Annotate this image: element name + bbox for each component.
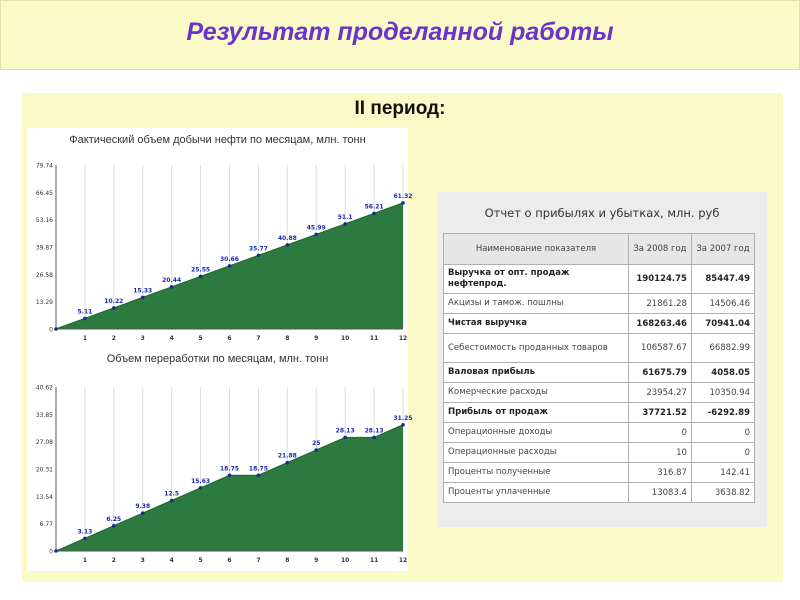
refining-data-point	[54, 549, 58, 553]
row-value-2007-cell: 85447.49	[691, 265, 754, 294]
oil-production-data-point	[141, 296, 145, 300]
row-name-cell: Прибыль от продаж	[444, 403, 629, 423]
oil-production-data-label: 20.44	[162, 276, 182, 284]
oil-production-data-label: 30.66	[220, 255, 239, 263]
row-value-2008-cell: 10	[628, 443, 691, 463]
oil-production-data-point	[286, 243, 290, 247]
oil-production-data-point	[343, 222, 347, 226]
oil-production-y-tick-label: 26.58	[35, 271, 53, 279]
row-value-2007-cell: 142.41	[691, 463, 754, 483]
column-header-indicator: Наименование показателя	[444, 234, 629, 265]
table-row	[444, 463, 755, 483]
oil-production-chart	[27, 146, 413, 351]
row-value-2007-cell: 66882.99	[691, 334, 754, 363]
refining-x-tick-label: 8	[285, 557, 290, 564]
oil-production-y-tick-label: 66.45	[35, 189, 53, 197]
refining-y-tick-label: 27.08	[35, 439, 53, 447]
refining-y-tick-label: 40.62	[35, 384, 53, 392]
refining-y-tick-label: 13.54	[35, 493, 53, 501]
refining-data-point	[314, 448, 318, 452]
oil-production-data-point	[314, 233, 318, 237]
table-row	[444, 363, 755, 383]
oil-production-data-label: 45.99	[306, 224, 326, 232]
oil-production-data-point	[112, 306, 116, 310]
oil-production-data-point	[228, 264, 232, 268]
refining-data-label: 28.13	[335, 427, 355, 435]
oil-production-x-tick-label: 1	[82, 335, 88, 342]
row-value-2008-cell: 37721.52	[628, 403, 691, 423]
row-value-2008-cell: 23954.27	[628, 383, 691, 403]
table-row	[444, 403, 755, 423]
oil-production-data-label: 61.32	[393, 192, 413, 200]
column-header-2007: За 2007 год	[691, 234, 754, 265]
refining-data-point	[343, 436, 347, 440]
slide-title: Результат проделанной работы	[186, 18, 614, 46]
oil-production-data-label: 35.77	[248, 245, 268, 253]
table-row	[444, 294, 755, 314]
row-value-2007-cell: -6292.89	[691, 403, 754, 423]
refining-data-label: 9.38	[135, 503, 151, 511]
oil-production-x-tick-label: 4	[169, 335, 174, 342]
row-value-2008-cell: 0	[628, 423, 691, 443]
row-name-cell: Чистая выручка	[444, 314, 629, 334]
row-name-cell: Операционные доходы	[444, 423, 629, 443]
refining-data-point	[112, 524, 116, 528]
oil-production-data-point	[401, 201, 405, 205]
row-value-2008-cell: 316.87	[628, 463, 691, 483]
oil-production-data-label: 51.1	[337, 213, 353, 221]
refining-data-point	[199, 486, 203, 490]
oil-production-data-point	[372, 212, 376, 216]
oil-production-x-tick-label: 9	[314, 335, 319, 342]
row-value-2008-cell: 106587.67	[628, 334, 691, 363]
row-value-2008-cell: 13083.4	[628, 483, 691, 503]
refining-chart-title: Объем переработки по месяцам, млн. тонн	[106, 353, 329, 365]
report-title: Отчет о прибылях и убытках, млн. руб	[484, 206, 720, 220]
oil-production-y-tick-label: 53.16	[35, 217, 53, 225]
refining-data-label: 21.88	[277, 452, 297, 460]
row-value-2007-cell: 0	[691, 443, 754, 463]
row-name-cell: Выручка от опт. продаж нефтепрод.	[444, 265, 629, 294]
oil-production-data-label: 10.22	[104, 297, 124, 305]
oil-production-x-tick-label: 11	[369, 335, 379, 342]
table-row	[444, 423, 755, 443]
oil-production-y-tick-label: 13.29	[35, 299, 53, 307]
row-value-2008-cell: 61675.79	[628, 363, 691, 383]
row-name-cell: Акцизы и тамож. пошлны	[444, 294, 629, 314]
row-value-2007-cell: 3638.82	[691, 483, 754, 503]
oil-production-data-point	[54, 327, 58, 331]
table-row	[444, 334, 755, 363]
row-name-cell: Комерческие расходы	[444, 383, 629, 403]
row-value-2007-cell: 4058.05	[691, 363, 754, 383]
table-row	[444, 483, 755, 503]
refining-data-label: 15.63	[191, 477, 211, 485]
row-value-2007-cell: 70941.04	[691, 314, 754, 334]
row-value-2007-cell: 14506.46	[691, 294, 754, 314]
refining-x-tick-label: 7	[256, 557, 261, 564]
oil-production-x-tick-label: 5	[198, 335, 203, 342]
oil-production-y-tick-label: 79.74	[35, 162, 53, 170]
oil-production-x-tick-label: 2	[111, 335, 116, 342]
refining-x-tick-label: 3	[140, 557, 145, 564]
row-name-cell: Валовая прибыль	[444, 363, 629, 383]
row-value-2007-cell: 0	[691, 423, 754, 443]
refining-data-label: 12.5	[164, 490, 180, 498]
refining-data-point	[228, 473, 232, 477]
oil-production-data-label: 5.11	[77, 308, 93, 316]
refining-x-tick-label: 6	[227, 557, 232, 564]
oil-production-data-label: 56.21	[364, 203, 384, 211]
refining-data-label: 28.13	[364, 427, 384, 435]
row-value-2008-cell: 21861.28	[628, 294, 691, 314]
refining-data-label: 3.13	[77, 528, 93, 536]
oil-production-data-point	[170, 285, 174, 289]
oil-production-x-tick-label: 3	[140, 335, 145, 342]
refining-data-point	[372, 436, 376, 440]
refining-x-tick-label: 9	[314, 557, 319, 564]
oil-production-data-label: 40.88	[277, 234, 297, 242]
row-name-cell: Проценты полученные	[444, 463, 629, 483]
oil-production-data-point	[257, 254, 261, 258]
table-header-row	[444, 234, 755, 265]
table-row	[444, 443, 755, 463]
oil-production-y-tick-label: 0	[49, 326, 53, 334]
refining-x-tick-label: 2	[111, 557, 116, 564]
refining-y-tick-label: 20.31	[35, 466, 53, 474]
refining-x-tick-label: 5	[198, 557, 203, 564]
refining-x-tick-label: 11	[369, 557, 379, 564]
oil-production-x-tick-label: 7	[256, 335, 261, 342]
oil-production-data-point	[199, 275, 203, 279]
refining-data-point	[286, 461, 290, 465]
refining-y-tick-label: 33.85	[35, 411, 53, 419]
table-row	[444, 265, 755, 294]
row-value-2007-cell: 10350.94	[691, 383, 754, 403]
refining-x-tick-label: 10	[340, 557, 350, 564]
row-value-2008-cell: 168263.46	[628, 314, 691, 334]
oil-production-x-tick-label: 10	[340, 335, 350, 342]
oil-production-x-tick-label: 12	[398, 335, 408, 342]
refining-data-point	[257, 473, 261, 477]
refining-data-point	[83, 537, 87, 541]
profit-loss-report	[437, 192, 767, 527]
row-name-cell: Себестоимость проданных товаров	[444, 334, 629, 363]
period-heading: II период:	[354, 98, 446, 119]
oil-production-data-label: 15.33	[133, 287, 153, 295]
row-value-2008-cell: 190124.75	[628, 265, 691, 294]
refining-data-label: 31.25	[393, 414, 413, 422]
refining-x-tick-label: 1	[82, 557, 88, 564]
charts-panel	[27, 128, 413, 571]
refining-data-label: 6.25	[106, 515, 122, 523]
refining-data-point	[170, 499, 174, 503]
refining-data-label: 18.75	[220, 465, 239, 473]
oil-production-y-tick-label: 39.87	[35, 244, 53, 252]
refining-y-tick-label: 0	[49, 548, 53, 556]
oil-production-data-point	[83, 317, 87, 321]
oil-production-x-tick-label: 6	[227, 335, 232, 342]
table-row	[444, 314, 755, 334]
oil-production-chart-title: Фактический объем добычи нефти по месяцам, млн. тонн	[69, 134, 366, 146]
refining-data-point	[401, 423, 405, 427]
table-row	[444, 383, 755, 403]
profit-loss-table	[443, 233, 755, 503]
refining-chart	[27, 368, 413, 571]
table-body	[444, 265, 755, 503]
refining-y-tick-label: 6.77	[39, 521, 53, 529]
oil-production-data-label: 25.55	[191, 266, 211, 274]
refining-data-point	[141, 511, 145, 515]
refining-x-tick-label: 4	[169, 557, 174, 564]
refining-data-label: 18.75	[248, 465, 268, 473]
row-name-cell: Проценты уплаченные	[444, 483, 629, 503]
column-header-2008: За 2008 год	[628, 234, 691, 265]
refining-x-tick-label: 12	[398, 557, 408, 564]
row-name-cell: Операционные расходы	[444, 443, 629, 463]
refining-data-label: 25	[312, 440, 321, 448]
oil-production-x-tick-label: 8	[285, 335, 290, 342]
